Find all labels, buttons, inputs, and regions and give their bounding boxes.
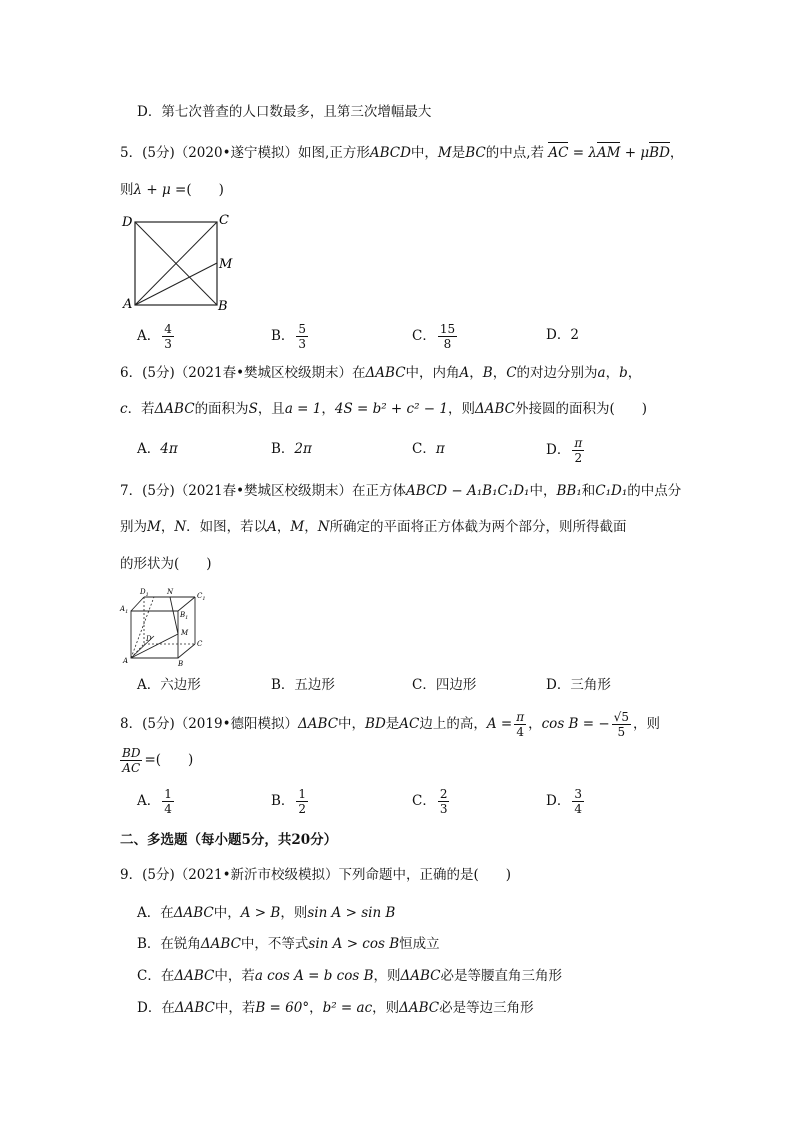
label-d1: $D_1$ bbox=[140, 588, 149, 598]
q7-option-c: C．四边形 bbox=[412, 677, 477, 693]
q9-option-d: D．在ΔABC中，若B = 60°，b² = ac，则ΔABC必是等边三角形 bbox=[137, 1000, 534, 1016]
q8-stem-line1: 8．(5分)（2019•德阳模拟）ΔABC中，BD是AC边上的高，A = $\frac{\pi}{4}$ ，cos B = − $\frac{√5}{5}$ ，则 bbox=[120, 710, 660, 739]
label-c: C bbox=[197, 640, 203, 648]
segment-am bbox=[135, 263, 217, 305]
q6-option-c: C．π bbox=[412, 441, 445, 457]
q9-option-a: A．在ΔABC中，A > B，则sin A > sin B bbox=[137, 905, 396, 921]
q8-stem-line2: $\frac{BD}{AC}$ =( ) bbox=[122, 746, 194, 775]
q5-option-b: B． $\frac{5}{3}$ bbox=[271, 322, 307, 351]
label-m: M bbox=[181, 629, 189, 637]
q7-stem-line3: 的形状为( ) bbox=[120, 556, 212, 572]
label-d: D bbox=[146, 635, 152, 643]
label-m: M bbox=[219, 257, 233, 272]
q7-cube-figure bbox=[118, 586, 210, 668]
q6-stem-line2: c．若ΔABC的面积为S，且a = 1，4S = b² + c² − 1，则ΔABC外接圆的面积为( ) bbox=[120, 401, 648, 417]
q7-stem-line1: 7．(5分)（2021春•樊城区校级期末）在正方体ABCD − A₁B₁C₁D₁中，BB₁和C₁D₁的中点分 bbox=[120, 483, 682, 499]
section-hidden-an bbox=[131, 597, 154, 658]
section-mn bbox=[170, 597, 178, 634]
q9-option-c: C．在ΔABC中，若a cos A = b cos B，则ΔABC必是等腰直角三角形 bbox=[137, 968, 562, 984]
q5-option-c: C． $\frac{15}{8}$ bbox=[412, 322, 456, 351]
section-2-title: 二、多选题（每小题5分，共20分） bbox=[120, 832, 338, 848]
q7-stem-line2: 别为M，N．如图，若以A，M，N所确定的平面将正方体截为两个部分，则所得截面 bbox=[120, 519, 627, 535]
q6-stem-line1: 6．(5分)（2021春•樊城区校级期末）在ΔABC中，内角A，B，C的对边分别为a，b， bbox=[120, 365, 642, 381]
q5-stem-line1: 5．(5分)（2020•遂宁模拟）如图,正方形ABCD中，M是BC的中点,若 AC = λAM + μBD， bbox=[120, 142, 683, 162]
q5-square-figure bbox=[118, 210, 248, 312]
cube-bottom-right-edge bbox=[178, 644, 195, 658]
q9-option-b: B．在锐角ΔABC中，不等式sin A > cos B恒成立 bbox=[137, 936, 440, 952]
q9-stem: 9．(5分)（2021•新沂市校级模拟）下列命题中，正确的是( ) bbox=[120, 867, 512, 883]
q8-option-a: A． $\frac{1}{4}$ bbox=[137, 787, 172, 816]
q5-option-a: A． $\frac{4}{3}$ bbox=[137, 322, 172, 351]
label-a: A bbox=[123, 657, 129, 665]
q8-option-c: C． $\frac{2}{3}$ bbox=[412, 787, 448, 816]
label-n: N bbox=[167, 588, 174, 596]
q6-option-b: B．2π bbox=[271, 441, 312, 457]
q5-stem-line2: 则λ + μ =( ) bbox=[120, 182, 224, 198]
q6-option-a: A．4π bbox=[137, 441, 178, 457]
q4-option-d: D．第七次普查的人口数最多，且第三次增幅最大 bbox=[137, 104, 432, 120]
q7-option-a: A．六边形 bbox=[137, 677, 201, 693]
q5-option-d: D．2 bbox=[546, 327, 579, 343]
q8-option-b: B． $\frac{1}{2}$ bbox=[271, 787, 307, 816]
cube-top-left-edge bbox=[131, 597, 144, 611]
label-a1: $A_1$ bbox=[120, 605, 129, 615]
q7-option-b: B．五边形 bbox=[271, 677, 335, 693]
label-d: D bbox=[122, 215, 133, 230]
cube-top-right-edge bbox=[178, 597, 195, 611]
label-b1: $B_1$ bbox=[180, 611, 189, 621]
label-b: B bbox=[218, 299, 228, 312]
label-a: A bbox=[123, 297, 133, 312]
q7-option-d: D．三角形 bbox=[546, 677, 611, 693]
label-b: B bbox=[178, 660, 184, 668]
label-c: C bbox=[219, 213, 229, 228]
section-am bbox=[131, 634, 178, 658]
q6-option-d: D． $\frac{\pi}{2}$ bbox=[546, 436, 583, 465]
q8-option-d: D． $\frac{3}{4}$ bbox=[546, 787, 582, 816]
label-c1: $C_1$ bbox=[197, 592, 206, 602]
